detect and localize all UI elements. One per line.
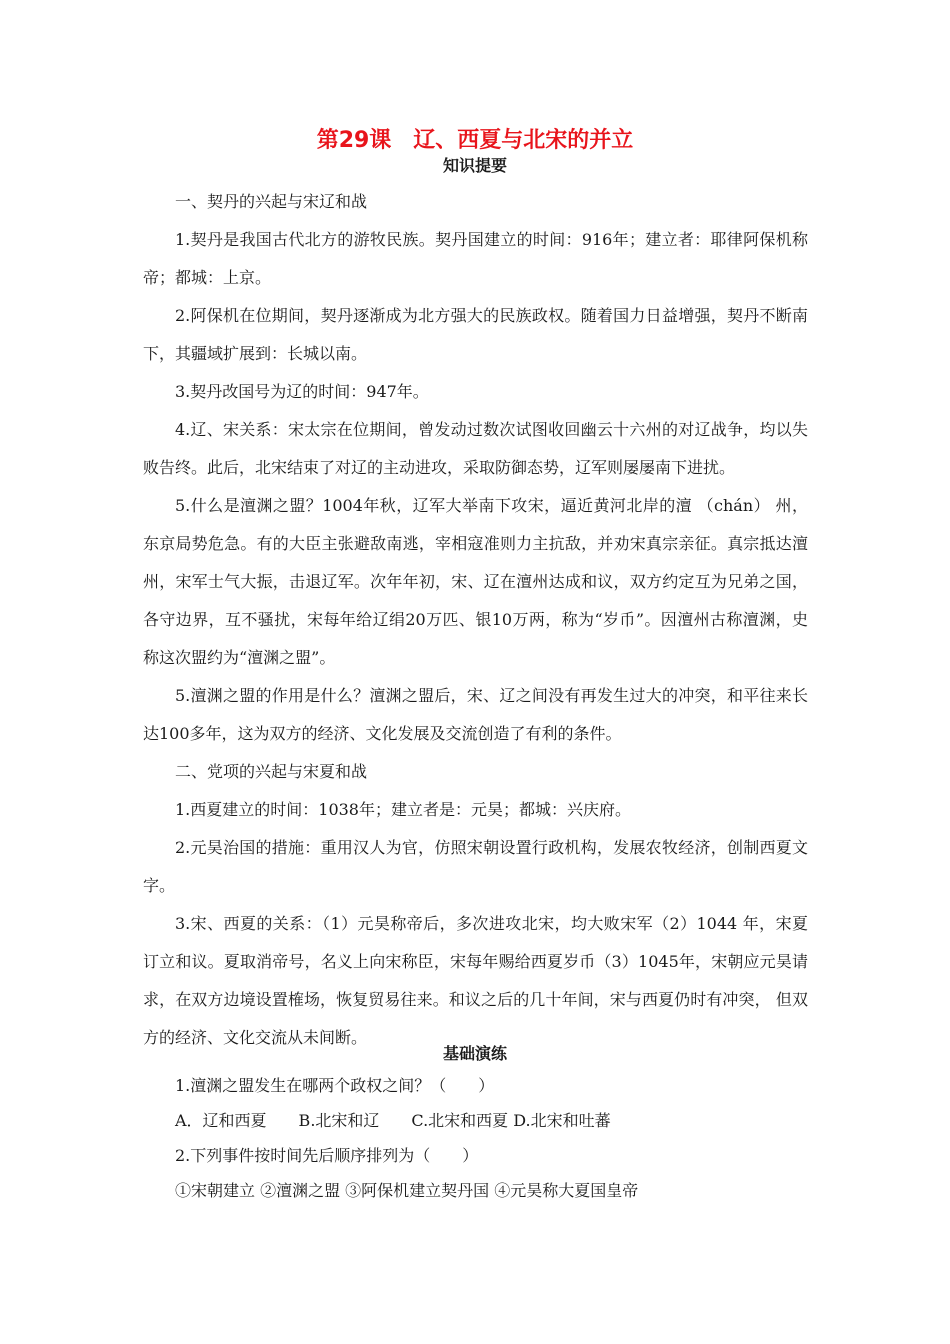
paragraph: 5.澶渊之盟的作用是什么？澶渊之盟后，宋、辽之间没有再发生过大的冲突，和平往来长达100多年，这为双方的经济、文化发展及交流创造了有利的条件。 xyxy=(143,686,808,743)
exercise-heading: 基础演练 xyxy=(442,1044,507,1063)
exercise-question: 1.澶渊之盟发生在哪两个政权之间？（ ） xyxy=(175,1076,495,1095)
exercise-list xyxy=(143,1068,808,1208)
paragraph: 2.阿保机在位期间，契丹逐渐成为北方强大的民族政权。随着国力日益增强，契丹不断南下，其疆域扩展到：长城以南。 xyxy=(143,306,808,363)
paragraph-heading-2: 二、党项的兴起与宋夏和战 xyxy=(175,762,368,781)
paragraph: 2.元昊治国的措施：重用汉人为官，仿照宋朝设置行政机构，发展农牧经济，创制西夏文字。 xyxy=(143,838,808,895)
paragraph: 1.西夏建立的时间：1038年；建立者是：元昊；都城：兴庆府。 xyxy=(175,800,631,819)
lesson-title: 第29课 辽、西夏与北宋的并立 xyxy=(316,128,634,153)
paragraph: 4.辽、宋关系：宋太宗在位期间，曾发动过数次试图收回幽云十六州的对辽战争，均以失败告终。此后，北宋结束了对辽的主动进攻，采取防御态势，辽军则屡屡南下进扰。 xyxy=(143,420,808,477)
paragraph: 3.契丹改国号为辽的时间：947年。 xyxy=(175,382,429,401)
paragraph: 5.什么是澶渊之盟？1004年秋，辽军大举南下攻宋，逼近黄河北岸的澶 （chán） 州，东京局势危急。有的大臣主张避敌南逃，宰相寇准则力主抗敌，并劝宋真宗亲征。真宗抵达澶州，宋军士气大振，击退辽军。次年年初，宋、辽在澶州达成和议，双方约定互为兄弟之国，各守边界，互不骚扰，宋每年给辽绢20万匹、银10万两，称为“岁币”。因澶州古称澶渊，史称这次盟约为“澶渊之盟”。 xyxy=(143,496,808,667)
exercise-question: 2.下列事件按时间先后顺序排列为（ ） xyxy=(175,1146,479,1165)
paragraph: 3.宋、西夏的关系：（1）元昊称帝后，多次进攻北宋，均大败宋军（2）1044 年，宋夏订立和议。夏取消帝号，名义上向宋称臣，宋每年赐给西夏岁币（3）1045年，宋朝应元昊请求，在双方边境设置榷场，恢复贸易往来。和议之后的几十年间，宋与西夏仍时有冲突， 但双方的经济、文化交流从未间断。 xyxy=(143,914,808,1047)
knowledge-summary xyxy=(143,183,808,1057)
exercise-options: A．辽和西夏 B.北宋和辽 C.北宋和西夏 D.北宋和吐蕃 xyxy=(175,1111,611,1130)
paragraph: 1.契丹是我国古代北方的游牧民族。契丹国建立的时间：916年；建立者：耶律阿保机称帝；都城：上京。 xyxy=(143,230,808,287)
paragraph-heading-1: 一、契丹的兴起与宋辽和战 xyxy=(175,192,368,211)
exercise-options: ①宋朝建立 ②澶渊之盟 ③阿保机建立契丹国 ④元昊称大夏国皇帝 xyxy=(175,1181,639,1200)
section-subtitle: 知识提要 xyxy=(442,156,507,175)
